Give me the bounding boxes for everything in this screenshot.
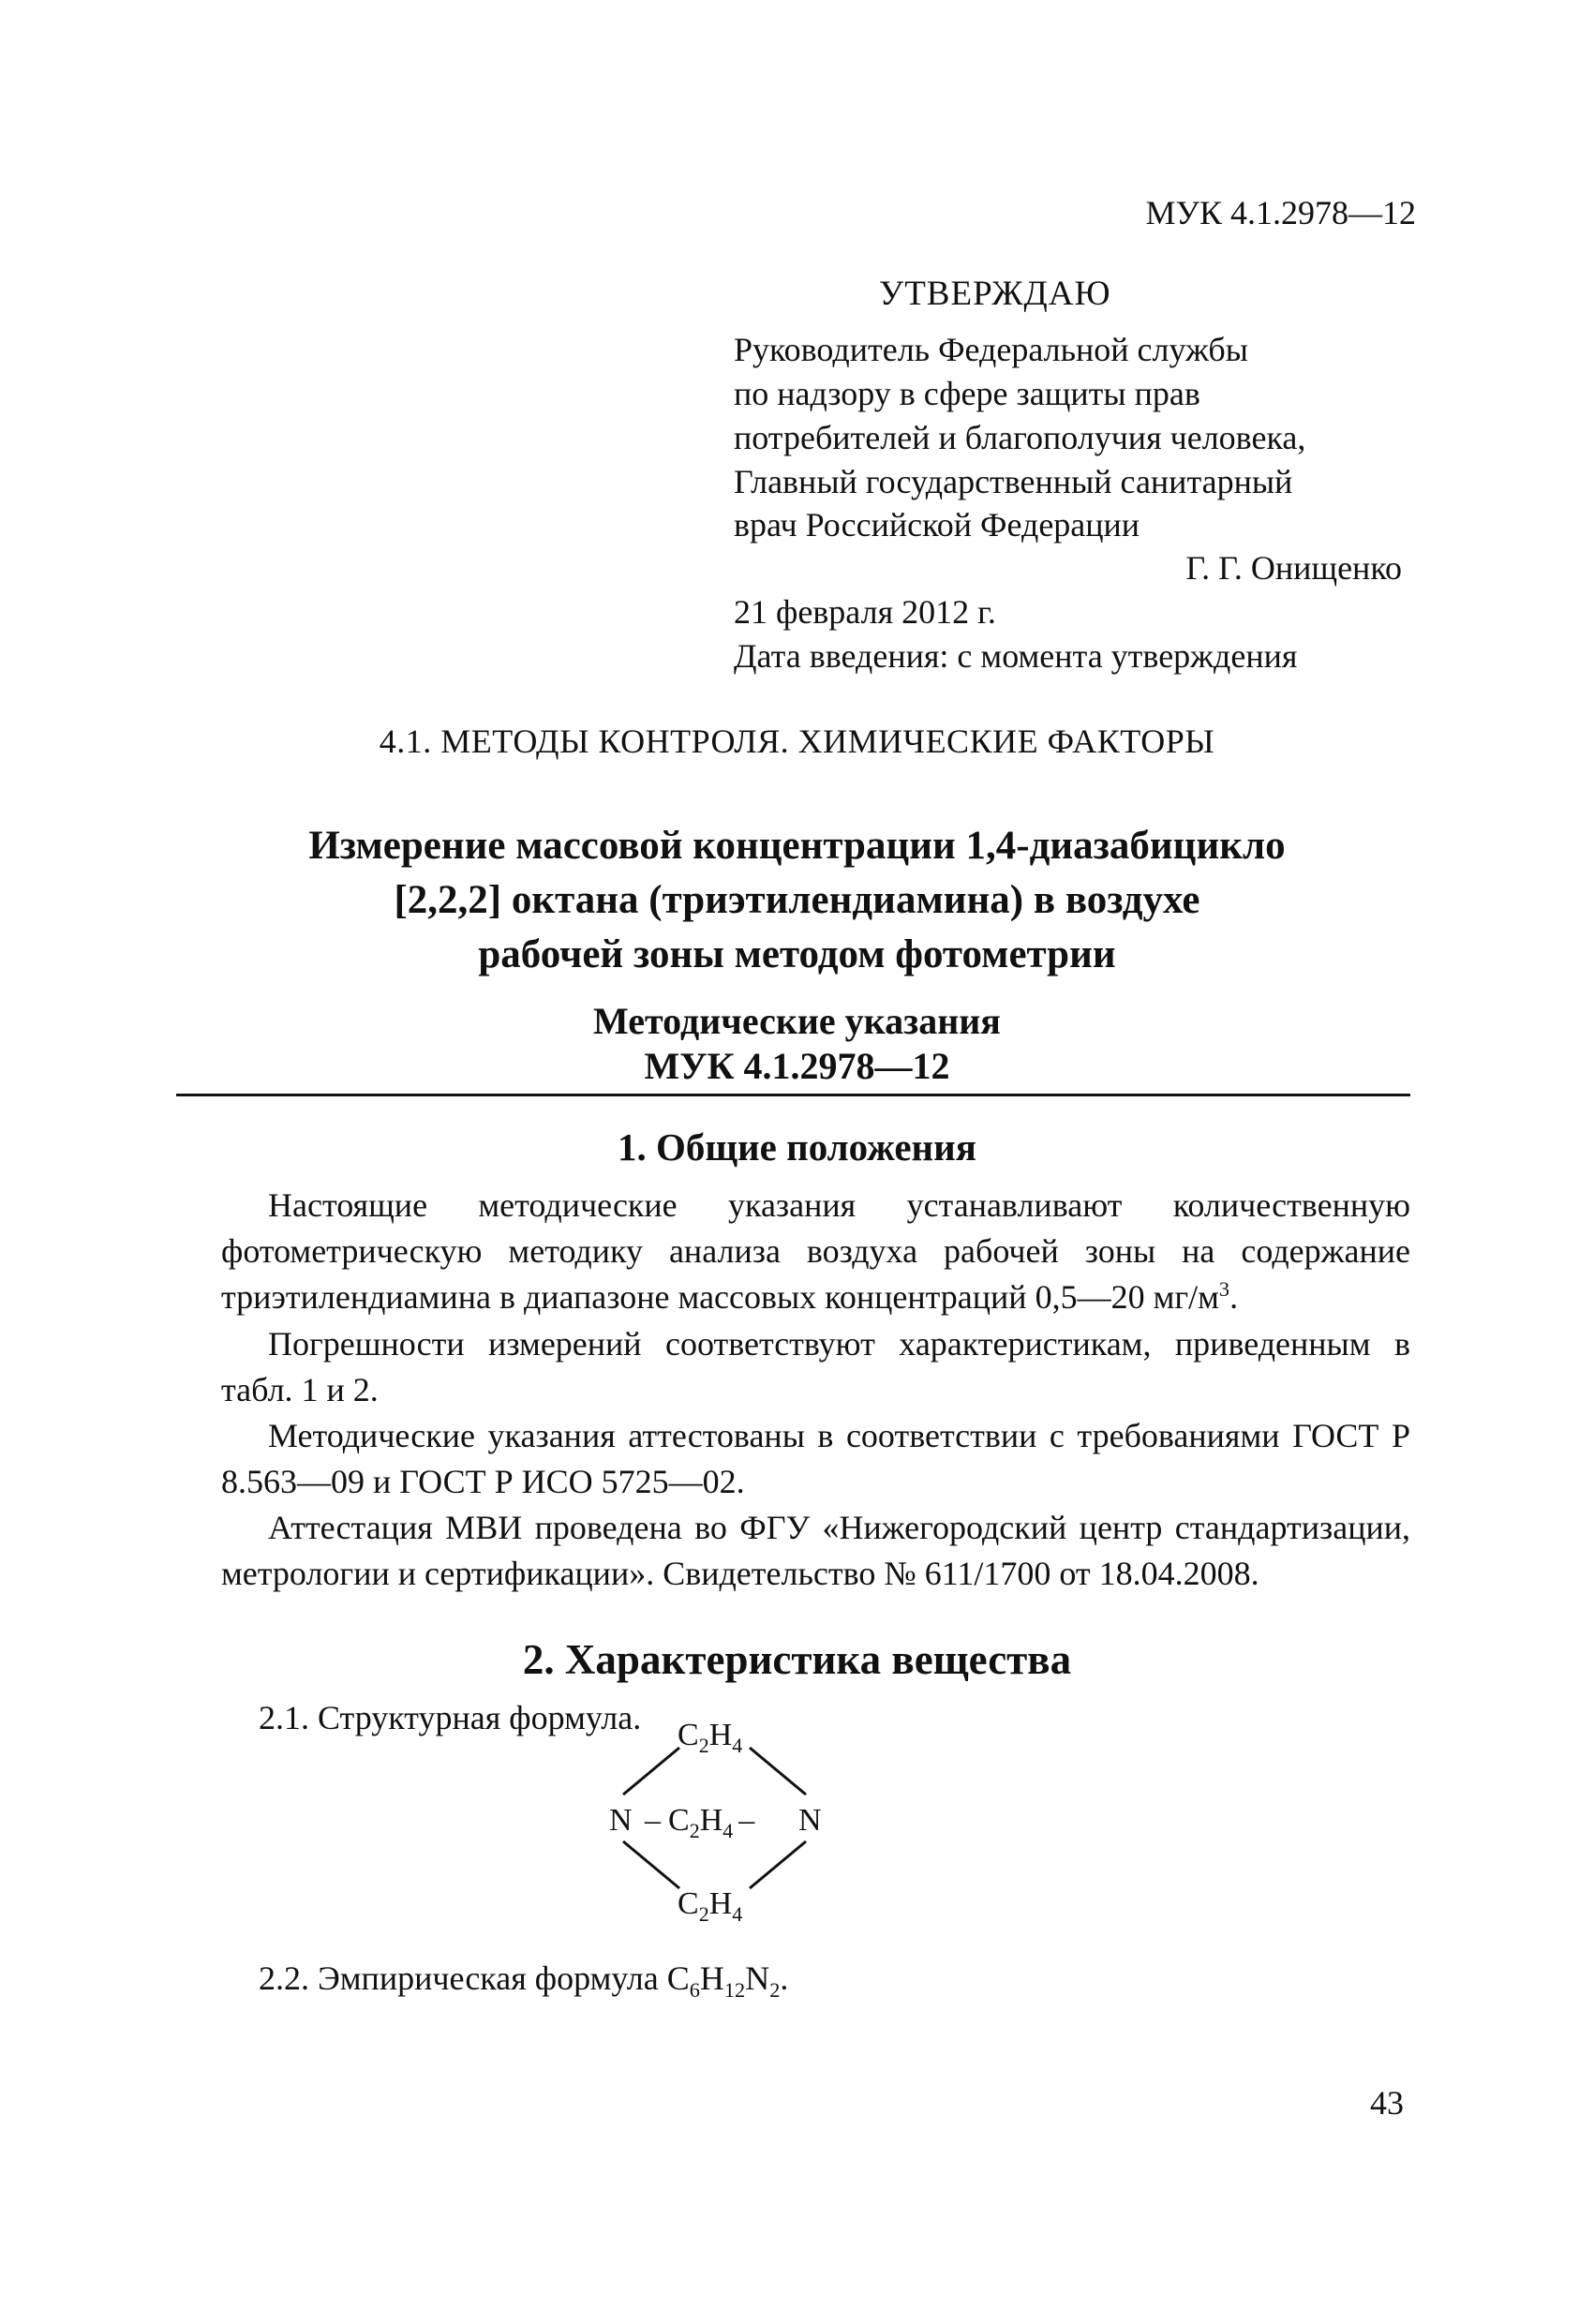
section-2-heading: 2. Характеристика вещества: [522, 1636, 1072, 1683]
paragraph-text: Методические указания аттестованы в соответствии с требованиями ГОСТ Р 8.563—09 и ГОСТ Р ИСО 5725—02.: [221, 1417, 1410, 1500]
approval-line: Главный государственный санитарный: [734, 463, 1293, 500]
formula-middle-group: – $C_2H_4$ –: [645, 1803, 755, 1842]
approval-line: Руководитель Федеральной службы: [734, 331, 1248, 368]
paragraph-text: Настоящие методические указания устанавливают количественную фотометрическую методику анализа воздуха рабочей зоны на содержание триэтилендиамина в диапазоне массовых концентраций 0,5—20 мг/м: [221, 1186, 1410, 1316]
section-1-paragraph: [221, 1505, 1410, 1597]
superscript: 3: [1218, 1277, 1230, 1301]
page-number: 43: [1370, 2084, 1404, 2122]
document-code: МУК 4.1.2978—12: [1145, 194, 1416, 231]
structural-formula-label: 2.1. Структурная формула.: [259, 1699, 642, 1736]
paragraph-text: Погрешности измерений соответствуют характеристикам, приведенным в табл. 1 и 2.: [221, 1325, 1410, 1408]
formula-bottom-group: $C_2H_4$: [678, 1886, 743, 1926]
bond-top-left: [623, 1748, 679, 1795]
approval-effective-date: Дата введения: с момента утверждения: [734, 637, 1298, 675]
approval-title: УТВЕРЖДАЮ: [879, 275, 1111, 313]
document-title-line: Измерение массовой концентрации 1,4-диазабицикло: [308, 824, 1286, 868]
document-subtitle-code: МУК 4.1.2978—12: [644, 1045, 950, 1087]
document-title-line: [2,2,2] октана (триэтилендиамина) в воздухе: [394, 878, 1200, 922]
section-1-heading: 1. Общие положения: [618, 1125, 976, 1169]
document-kind: Методические указания: [593, 1000, 1001, 1042]
bond-bottom-left: [623, 1841, 679, 1888]
bond-top-right: [750, 1748, 806, 1795]
approval-line: врач Российской Федерации: [734, 506, 1140, 544]
title-divider: [176, 1094, 1410, 1096]
paragraph-end: .: [1229, 1278, 1239, 1316]
formula-left-nitrogen: N: [609, 1803, 633, 1838]
formula-right-nitrogen: N: [798, 1803, 822, 1838]
document-title-line: рабочей зоны методом фотометрии: [478, 932, 1116, 976]
approval-signatory: Г. Г. Онищенко: [1185, 549, 1402, 587]
section-header: 4.1. МЕТОДЫ КОНТРОЛЯ. ХИМИЧЕСКИЕ ФАКТОРЫ: [379, 723, 1215, 760]
approval-line: по надзору в сфере защиты прав: [734, 375, 1200, 412]
section-1-paragraph: [221, 1183, 1410, 1320]
approval-line: потребителей и благополучия человека,: [734, 419, 1306, 456]
approval-date: 21 февраля 2012 г.: [734, 593, 996, 631]
empirical-formula-line: 2.2. Эмпирическая формула $C_6H_{12}N_2$.: [259, 1959, 789, 2003]
section-1-paragraph: [221, 1413, 1410, 1505]
structural-formula-diagram: [581, 1706, 862, 1930]
bond-bottom-right: [750, 1841, 806, 1888]
paragraph-text: Аттестация МВИ проведена во ФГУ «Нижегородский центр стандартизации, метрологии и сертификации». Свидетельство № 611/1700 от 18.04.2008.: [221, 1509, 1410, 1592]
formula-top-group: $C_2H_4$: [678, 1718, 743, 1757]
section-1-paragraph: [221, 1321, 1410, 1413]
